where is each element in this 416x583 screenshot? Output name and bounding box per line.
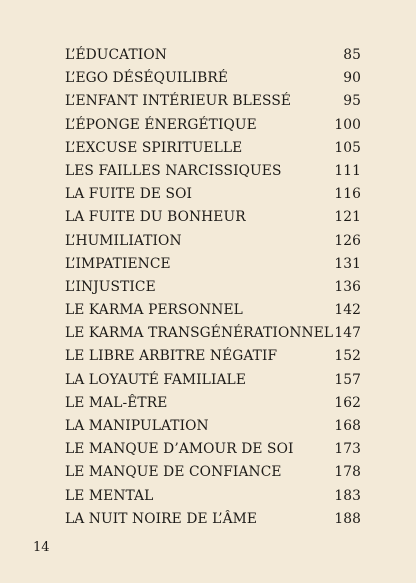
- toc-entry-title: LE MANQUE DE CONFIANCE: [65, 464, 282, 481]
- toc-entry-page: 105: [334, 139, 361, 156]
- toc-entry: [65, 90, 361, 113]
- toc-entry: [65, 183, 361, 206]
- toc-entry-title: LA LOYAUTÉ FAMILIALE: [65, 371, 246, 388]
- toc-entry-page: 183: [334, 487, 361, 504]
- toc-entry: [65, 299, 361, 322]
- toc-entry-page: 126: [334, 232, 361, 249]
- toc-entry-title: L’ÉPONGE ÉNERGÉTIQUE: [65, 116, 257, 133]
- toc-entry-title: L’EXCUSE SPIRITUELLE: [65, 139, 243, 156]
- toc-entry: [65, 438, 361, 461]
- toc-entry: [65, 508, 361, 531]
- toc-entry-page: 121: [334, 209, 361, 226]
- toc-entry-title: LE MANQUE D’AMOUR DE SOI: [65, 441, 294, 458]
- toc-entry-title: LE MENTAL: [65, 487, 154, 504]
- toc-entry-title: L’ÉDUCATION: [65, 47, 167, 63]
- toc-entry-title: LA NUIT NOIRE DE L’ÂME: [65, 510, 258, 527]
- toc-entry-page: 136: [334, 278, 361, 295]
- toc-entry-page: 90: [343, 70, 361, 87]
- toc-entry: [65, 137, 361, 160]
- toc-entry-page: 116: [334, 186, 361, 203]
- toc-entry-page: 178: [334, 464, 361, 481]
- toc-entry-title: L’INJUSTICE: [65, 278, 156, 295]
- toc-entry-page: 188: [334, 510, 361, 527]
- toc-entry: [65, 392, 361, 415]
- toc-entry: [65, 253, 361, 276]
- toc-entry: [65, 67, 361, 90]
- table-of-contents: [65, 44, 361, 531]
- toc-entry-title: LE KARMA TRANSGÉNÉRATIONNEL: [65, 325, 334, 342]
- toc-entry-page: 168: [334, 418, 361, 434]
- toc-entry-title: LE LIBRE ARBITRE NÉGATIF: [65, 348, 278, 365]
- toc-entry-page: 111: [334, 162, 361, 179]
- toc-entry: [65, 44, 361, 67]
- toc-entry: [65, 230, 361, 253]
- toc-entry: [65, 160, 361, 183]
- toc-entry: [65, 415, 361, 438]
- toc-entry: [65, 276, 361, 299]
- toc-entry-page: 85: [343, 47, 361, 63]
- toc-entry-page: 95: [343, 93, 361, 110]
- toc-entry-page: 100: [334, 116, 361, 133]
- toc-entry: [65, 369, 361, 392]
- toc-entry-page: 152: [334, 348, 361, 365]
- toc-entry-title: LE KARMA PERSONNEL: [65, 302, 243, 319]
- toc-entry: [65, 345, 361, 368]
- toc-entry-title: L’HUMILIATION: [65, 232, 182, 249]
- toc-entry-page: 147: [334, 325, 361, 342]
- toc-entry-title: L’IMPATIENCE: [65, 255, 171, 272]
- toc-entry-title: L’ENFANT INTÉRIEUR BLESSÉ: [65, 93, 292, 110]
- toc-entry-title: LE MAL-ÊTRE: [65, 394, 168, 411]
- toc-entry: [65, 461, 361, 484]
- toc-entry-title: L’EGO DÉSÉQUILIBRÉ: [65, 70, 229, 87]
- toc-entry-title: LA MANIPULATION: [65, 418, 209, 434]
- toc-entry-page: 157: [334, 371, 361, 388]
- toc-entry: [65, 485, 361, 508]
- toc-entry-page: 162: [334, 394, 361, 411]
- toc-entry-title: LES FAILLES NARCISSIQUES: [65, 162, 282, 179]
- toc-entry-page: 142: [334, 302, 361, 319]
- toc-entry: [65, 322, 361, 345]
- toc-entry-title: LA FUITE DE SOI: [65, 186, 193, 203]
- toc-entry-title: LA FUITE DU BONHEUR: [65, 209, 246, 226]
- toc-entry: [65, 114, 361, 137]
- toc-entry: [65, 206, 361, 229]
- toc-entry-page: 173: [334, 441, 361, 458]
- page-number: 14: [33, 540, 50, 555]
- toc-entry-page: 131: [334, 255, 361, 272]
